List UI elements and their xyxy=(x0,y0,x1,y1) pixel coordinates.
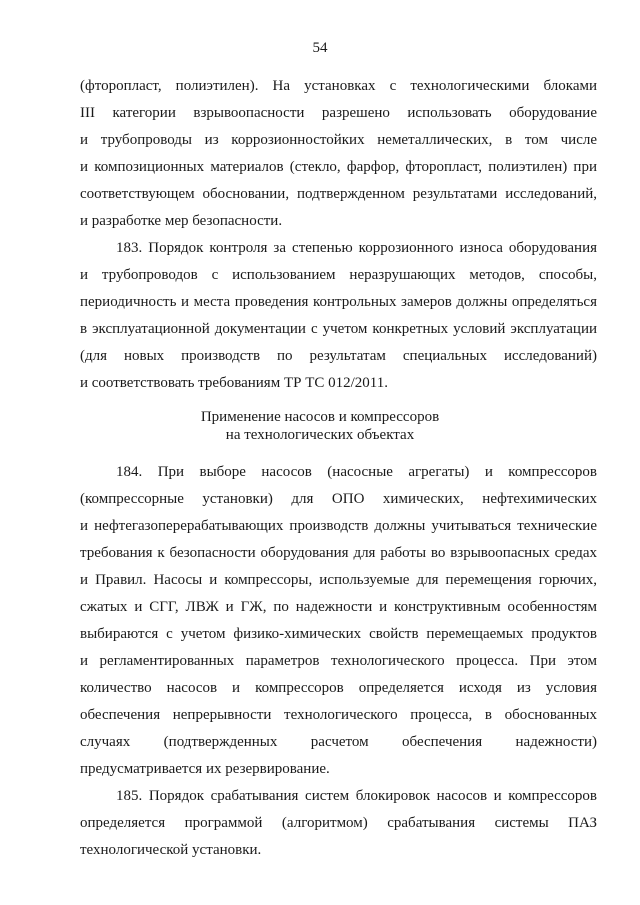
paragraph-line: выбираются с учетом физико-химических свойств перемещаемых продуктов xyxy=(80,626,597,642)
paragraph-line: и трубопроводы из коррозионностойких неметаллических, в том числе xyxy=(80,132,597,148)
paragraph-line: (фторопласт, полиэтилен). На установках с технологическими блоками xyxy=(80,78,597,94)
paragraph-line: (компрессорные установки) для ОПО химических, нефтехимических xyxy=(80,491,597,507)
section-heading-line-2: на технологических объектах xyxy=(225,427,415,443)
paragraph-line: технологической установки. xyxy=(80,842,262,858)
paragraph-184-first-line: 184. При выборе насосов (насосные агрегаты) и компрессоров xyxy=(116,464,597,480)
paragraph-line: требования к безопасности оборудования для работы во взрывоопасных средах xyxy=(80,545,597,561)
paragraph-line: и соответствовать требованиям ТР ТС 012/2011. xyxy=(80,375,388,391)
paragraph-183-first-line: 183. Порядок контроля за степенью коррозионного износа оборудования xyxy=(116,240,597,256)
paragraph-line: III категории взрывоопасности разрешено использовать оборудование xyxy=(80,105,597,121)
paragraph-line: количество насосов и компрессоров определяется исходя из условия xyxy=(80,680,597,696)
paragraph-line: случаях (подтвержденных расчетом обеспечения надежности) xyxy=(80,734,597,750)
paragraph-line: (для новых производств по результатам специальных исследований) xyxy=(80,348,597,364)
paragraph-line: периодичность и места проведения контрольных замеров должны определяться xyxy=(80,294,597,310)
paragraph-line: в эксплуатационной документации с учетом конкретных условий эксплуатации xyxy=(80,321,597,337)
paragraph-line: определяется программой (алгоритмом) срабатывания системы ПАЗ xyxy=(80,815,597,831)
paragraph-line: и Правил. Насосы и компрессоры, используемые для перемещения горючих, xyxy=(80,572,597,588)
paragraph-185-first-line: 185. Порядок срабатывания систем блокировок насосов и компрессоров xyxy=(116,788,597,804)
paragraph-line: и разработке мер безопасности. xyxy=(80,213,283,229)
paragraph-line: и регламентированных параметров технологического процесса. При этом xyxy=(80,653,597,669)
paragraph-line: обеспечения непрерывности технологического процесса, в обоснованных xyxy=(80,707,597,723)
page-number: 54 xyxy=(312,40,328,56)
paragraph-line: и композиционных материалов (стекло, фарфор, фторопласт, полиэтилен) при xyxy=(80,159,597,175)
section-heading-line-1: Применение насосов и компрессоров xyxy=(200,409,440,425)
paragraph-line: сжатых и СГГ, ЛВЖ и ГЖ, по надежности и конструктивным особенностям xyxy=(80,599,597,615)
paragraph-line: и нефтегазоперерабатывающих производств должны учитываться технические xyxy=(80,518,597,534)
paragraph-line: предусматривается их резервирование. xyxy=(80,761,330,777)
paragraph-line: соответствующем обосновании, подтвержденном результатами исследований, xyxy=(80,186,597,202)
paragraph-line: и трубопроводов с использованием неразрушающих методов, способы, xyxy=(80,267,597,283)
